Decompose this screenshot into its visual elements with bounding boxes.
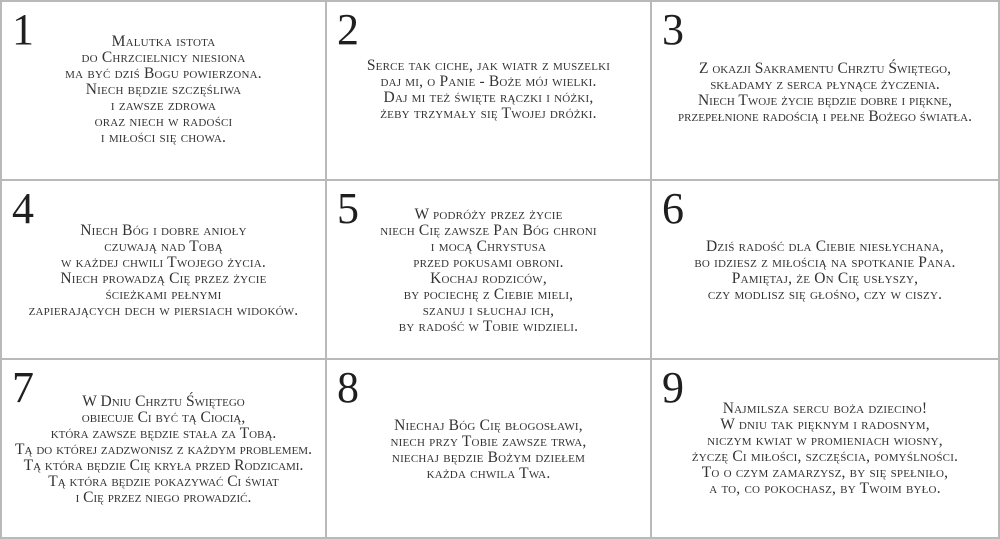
verse-line: oraz niech w radości <box>94 113 233 130</box>
verse-line: w każdej chwili Twojego życia. <box>60 254 267 271</box>
card-1 <box>2 2 327 181</box>
card-number: 7 <box>12 363 34 412</box>
card-8 <box>327 360 652 537</box>
card-3 <box>652 2 998 181</box>
card-6 <box>652 181 998 360</box>
verse-line: życzę Ci miłości, szczęścia, pomyślności. <box>691 448 959 465</box>
verse-line: Daj mi też święte rączki i nóżki, <box>383 89 594 106</box>
verse-line: Niech będzie szczęśliwa <box>85 81 242 98</box>
verse-line: Najmilsza sercu boża dziecino! <box>722 400 928 417</box>
verse-line: W podróży przez życie <box>414 206 563 223</box>
verse-line: Serce tak ciche, jak wiatr z muszelki <box>366 57 611 74</box>
verse-line: daj mi, o Panie - Boże mój wielki. <box>380 73 597 90</box>
verse-line: Z okazji Sakramentu Chrztu Świętego, <box>699 60 951 77</box>
card-verse <box>652 239 998 303</box>
card-2 <box>327 2 652 181</box>
verse-line: To o czym zamarzysz, by się spełniło, <box>701 464 949 481</box>
verse-line: przepełnione radością i pełne Bożego światła. <box>678 108 972 125</box>
verse-line: a to, co pokochasz, by Twoim było. <box>709 480 941 497</box>
verse-line: niech Cię zawsze Pan Bóg chroni <box>380 222 597 239</box>
verse-line: która zawsze będzie stała za Tobą. <box>50 425 277 442</box>
verse-line: ma być dziś Bogu powierzona. <box>65 65 262 82</box>
card-number: 1 <box>12 5 34 54</box>
verse-line: szanuj i słuchaj ich, <box>422 302 555 319</box>
verse-line: Dziś radość dla Ciebie niesłychana, <box>706 238 944 255</box>
card-number: 2 <box>337 5 359 54</box>
verse-line: Tą która będzie Cię kryła przed Rodzicami. <box>23 457 304 474</box>
verse-line: by radość w Tobie widzieli. <box>398 318 579 335</box>
verse-line: do Chrzcielnicy niesiona <box>81 49 246 66</box>
verse-line: W dniu tak pięknym i radosnym, <box>720 416 930 433</box>
card-number: 9 <box>662 363 684 412</box>
card-4 <box>2 181 327 360</box>
verse-line: czuwają nad Tobą <box>104 238 223 255</box>
verse-line: zapierających dech w piersiach widoków. <box>28 302 299 319</box>
verse-line: by pociechę z Ciebie mieli, <box>403 286 574 303</box>
verse-line: i mocą Chrystusa <box>430 238 547 255</box>
card-verse <box>327 207 650 335</box>
card-verse <box>652 401 998 497</box>
verse-line: Tą która będzie pokazywać Ci świat <box>48 473 279 490</box>
verse-line: i miłości się chowa. <box>100 129 227 146</box>
verse-line: czy modlisz się głośno, czy w ciszy. <box>707 286 943 303</box>
card-5 <box>327 181 652 360</box>
verse-line: W Dniu Chrztu Świętego <box>82 393 245 410</box>
verse-line: składamy z serca płynące życzenia. <box>710 76 940 93</box>
verse-line: ścieżkami pełnymi <box>105 286 222 303</box>
verse-line: Pamiętaj, że On Cię usłyszy, <box>731 270 919 287</box>
card-verse <box>652 61 998 125</box>
verse-line: każda chwila Twa. <box>426 465 551 482</box>
card-verse <box>327 418 650 482</box>
verse-line: Niech Bóg i dobre anioły <box>80 222 247 239</box>
verse-line: niech przy Tobie zawsze trwa, <box>390 433 587 450</box>
card-verse <box>2 34 325 146</box>
card-number: 4 <box>12 184 34 233</box>
verse-line: niczym kwiat w promieniach wiosny, <box>707 432 943 449</box>
card-verse <box>2 223 325 319</box>
verse-line: i zawsze zdrowa <box>110 97 217 114</box>
verse-line: Niech prowadzą Cię przez życie <box>60 270 267 287</box>
card-number: 3 <box>662 5 684 54</box>
card-9 <box>652 360 998 537</box>
verse-line: przed pokusami obroni. <box>413 254 564 271</box>
card-7 <box>2 360 327 537</box>
card-verse <box>2 394 325 506</box>
verse-line: Malutka istota <box>111 33 216 50</box>
verse-line: i Cię przez niego prowadzić. <box>75 489 252 506</box>
verse-line: Kochaj rodziców, <box>430 270 547 287</box>
verse-line: Tą do której zadzwonisz z każdym problemem. <box>15 441 312 458</box>
verse-line: Niechaj Bóg Cię błogosławi, <box>394 417 583 434</box>
verse-line: niechaj będzie Bożym dziełem <box>391 449 586 466</box>
card-number: 8 <box>337 363 359 412</box>
card-verse <box>327 58 650 122</box>
verse-line: obiecuje Ci być tą Ciocią, <box>81 409 246 426</box>
verse-line: bo idziesz z miłością na spotkanie Pana. <box>694 254 956 271</box>
card-number: 6 <box>662 184 684 233</box>
verse-line: żeby trzymały się Twojej dróżki. <box>380 105 597 122</box>
verse-line: Niech Twoje życie będzie dobre i piękne, <box>697 92 953 109</box>
card-number: 5 <box>337 184 359 233</box>
